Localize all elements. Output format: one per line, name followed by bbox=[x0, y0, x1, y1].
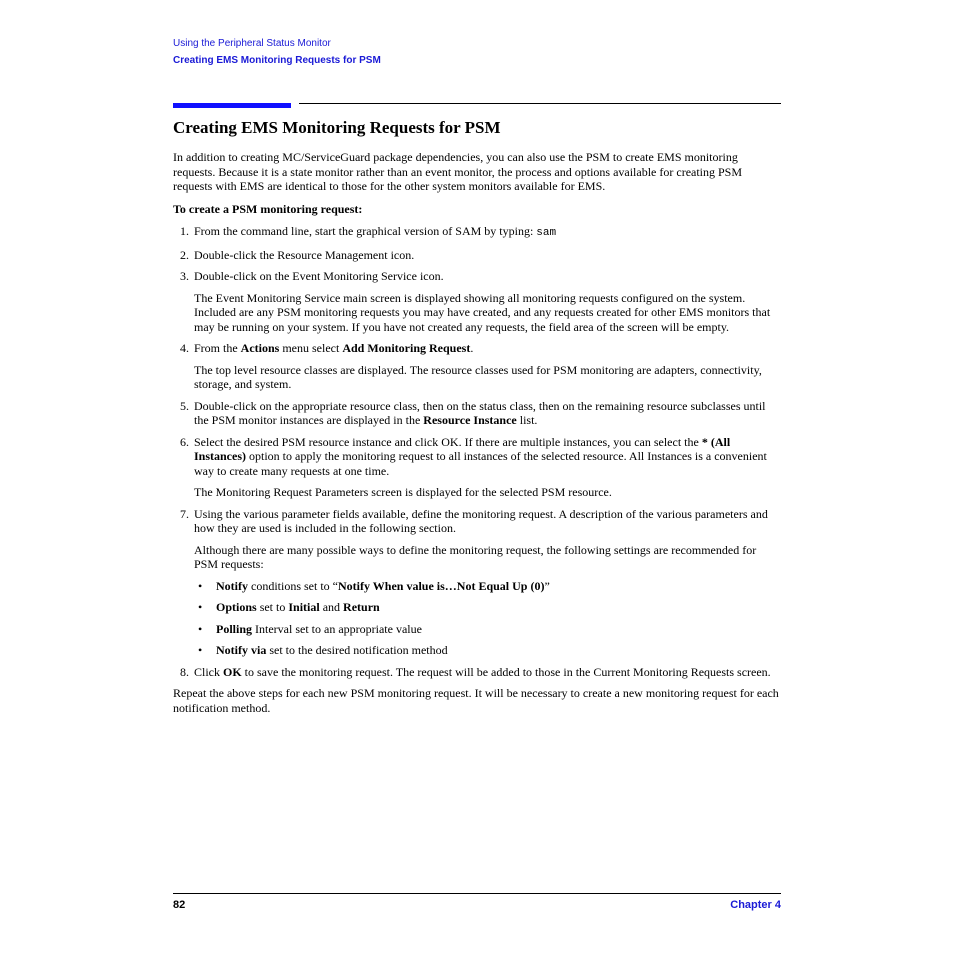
step-2 bbox=[173, 248, 781, 263]
step-number: 3. bbox=[180, 269, 189, 283]
bullet-text: Notify conditions set to “Notify When value is…Not Equal Up (0)” bbox=[216, 578, 550, 593]
page-number: 82 bbox=[173, 899, 186, 911]
step-text: Using the various parameter fields available, define the monitoring request. A description of the various parameters and how they are used is included in the following section. bbox=[194, 506, 768, 535]
step-number: 1. bbox=[180, 224, 189, 238]
step-1 bbox=[173, 224, 781, 241]
step-number: 5. bbox=[180, 398, 189, 413]
breadcrumb-chapter-section: Using the Peripheral Status Monitor bbox=[173, 38, 331, 49]
bullet-text: Options set to Initial and Return bbox=[216, 600, 380, 614]
step-8 bbox=[173, 665, 781, 680]
footer-rule bbox=[173, 893, 781, 894]
bullet-marker: • bbox=[198, 600, 203, 614]
bullet-marker: • bbox=[198, 621, 203, 636]
step-7 bbox=[173, 507, 781, 536]
step-text: From the Actions menu select Add Monitoring Request. bbox=[194, 341, 474, 355]
step-5 bbox=[173, 399, 781, 428]
step-number: 2. bbox=[180, 247, 189, 262]
section-rule bbox=[299, 103, 781, 104]
breadcrumb-current-section: Creating EMS Monitoring Requests for PSM bbox=[173, 55, 381, 66]
step-text: Select the desired PSM resource instance and click OK. If there are multiple instances, you can select the * (All Instances) option to apply the monitoring request to all instances of the selected resource. All Instances is a convenient way to create many requests at one time. bbox=[194, 434, 767, 478]
step-text: Click OK to save the monitoring request. The request will be added to those in the Current Monitoring Requests screen. bbox=[194, 664, 771, 679]
bullet-marker: • bbox=[198, 643, 203, 657]
step-4 bbox=[173, 341, 781, 356]
step-3-note: The Event Monitoring Service main screen is displayed showing all monitoring requests configured on the system. Included are any PSM monitoring requests you may have created, and any requests created for other EMS monitors that may be running on your system. If you have not created any requests, the field area of the screen will be empty. bbox=[194, 290, 771, 334]
bullet-polling bbox=[194, 622, 781, 637]
chapter-label: Chapter 4 bbox=[730, 899, 781, 911]
body-content bbox=[173, 150, 781, 723]
step-number: 8. bbox=[180, 664, 189, 679]
step-7-note: Although there are many possible ways to define the monitoring request, the following settings are recommended for PSM requests: bbox=[194, 542, 757, 571]
step-text: Double-click on the appropriate resource class, then on the status class, then on the remaining resource subclasses until the PSM monitor instances are displayed in the Resource Instance list. bbox=[194, 398, 766, 427]
step-6 bbox=[173, 435, 781, 479]
bullet-text: Notify via set to the desired notification method bbox=[216, 643, 448, 657]
step-number: 4. bbox=[180, 341, 189, 355]
step-text: Double-click the Resource Management icon. bbox=[194, 247, 415, 262]
section-rule-accent bbox=[173, 103, 291, 108]
command-code: sam bbox=[536, 227, 557, 239]
intro-paragraph: In addition to creating MC/ServiceGuard package dependencies, you can also use the PSM to create EMS monitoring requests. Because it is a state monitor rather than an event monitor, the process and options available for creating PSM requests with EMS are identical to those for the other system monitors available for EMS. bbox=[173, 150, 743, 193]
bullet-options bbox=[194, 600, 781, 615]
step-4-note: The top level resource classes are displayed. The resource classes used for PSM monitoring are adapters, connectivity, storage, and system. bbox=[194, 362, 762, 391]
section-heading: Creating EMS Monitoring Requests for PSM bbox=[173, 118, 501, 137]
bullet-text: Polling Interval set to an appropriate value bbox=[216, 621, 422, 636]
step-text: Double-click on the Event Monitoring Service icon. bbox=[194, 269, 444, 283]
procedure-title: To create a PSM monitoring request: bbox=[173, 201, 363, 216]
step-text: From the command line, start the graphical version of SAM by typing: sam bbox=[194, 224, 557, 239]
bullet-notify-via bbox=[194, 643, 781, 658]
step-6-note: The Monitoring Request Parameters screen is displayed for the selected PSM resource. bbox=[194, 485, 612, 499]
bullet-marker: • bbox=[198, 578, 203, 593]
step-number: 6. bbox=[180, 434, 189, 449]
closing-paragraph: Repeat the above steps for each new PSM monitoring request. It will be necessary to create a new monitoring request for each notification method. bbox=[173, 686, 779, 715]
bullet-notify bbox=[194, 579, 781, 594]
step-3 bbox=[173, 269, 781, 284]
step-number: 7. bbox=[180, 506, 189, 521]
